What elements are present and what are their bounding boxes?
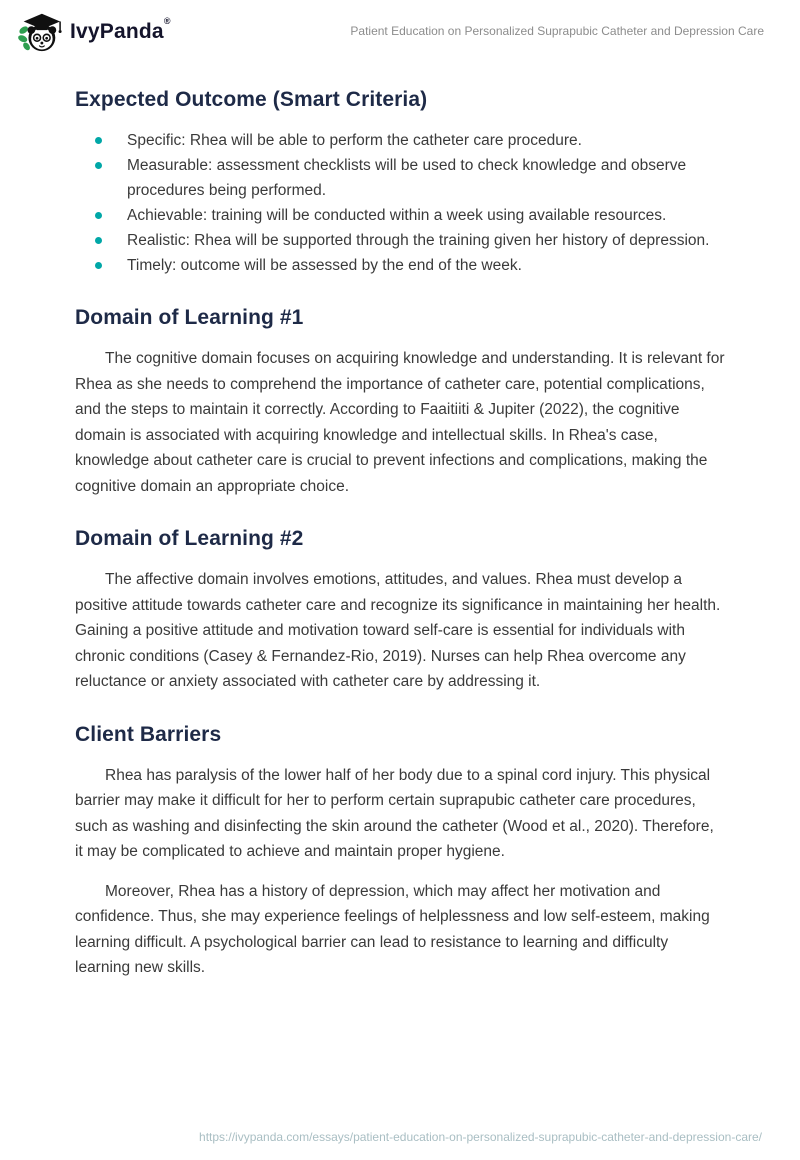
- section-heading-domain-2: Domain of Learning #2: [75, 527, 304, 550]
- brand-logo-link[interactable]: [16, 9, 171, 55]
- bullet-icon: [95, 212, 102, 219]
- bullet-icon: [95, 262, 102, 269]
- bullet-icon: [95, 237, 102, 244]
- list-item: [75, 203, 725, 228]
- document-body: [0, 62, 800, 981]
- ivypanda-logo-icon: [16, 9, 62, 55]
- section-heading-client-barriers: Client Barriers: [75, 722, 222, 746]
- registered-mark: ®: [163, 16, 171, 26]
- source-url-link[interactable]: https://ivypanda.com/essays/patient-education-on-personalized-suprapubic-catheter-and-depression-care/: [199, 1130, 762, 1144]
- section-heading-expected-outcome: Expected Outcome (Smart Criteria): [75, 88, 428, 111]
- list-item-text: Realistic: Rhea will be supported through the training given her history of depression.: [127, 232, 710, 249]
- bullet-icon: [95, 162, 102, 169]
- paragraph: Moreover, Rhea has a history of depression, which may affect her motivation and confidence. Thus, she may experience feelings of helplessness and low self-esteem, making learning difficult. A psychological barrier can lead to resistance to learning and difficulty learning new skills.: [75, 882, 710, 976]
- brand-name: IvyPanda®: [70, 16, 171, 43]
- footer: [0, 1128, 762, 1146]
- list-item: [75, 153, 725, 203]
- list-item-text: Achievable: training will be conducted within a week using available resources.: [127, 207, 667, 224]
- list-item: [75, 253, 725, 278]
- smart-criteria-list: [75, 128, 725, 278]
- list-item-text: Specific: Rhea will be able to perform the catheter care procedure.: [127, 132, 582, 149]
- bullet-icon: [95, 137, 102, 144]
- list-item-text: Timely: outcome will be assessed by the end of the week.: [127, 257, 522, 274]
- list-item: [75, 128, 725, 153]
- document-title: Patient Education on Personalized Suprapubic Catheter and Depression Care: [350, 24, 764, 39]
- list-item: [75, 228, 725, 253]
- header: [0, 0, 800, 62]
- paragraph: Rhea has paralysis of the lower half of her body due to a spinal cord injury. This physical barrier may make it difficult for her to perform certain suprapubic catheter care procedures, such as washing and disinfecting the skin around the catheter (Wood et al., 2020). Therefore, it may be complicated to achieve and maintain proper hygiene.: [75, 766, 714, 860]
- paragraph: The affective domain involves emotions, attitudes, and values. Rhea must develop a positive attitude towards catheter care and recognize its significance in maintaining her health. Gaining a positive attitude and motivation toward self-care is essential for individuals with chronic conditions (Casey & Fernandez-Rio, 2019). Nurses can help Rhea overcome any reluctance or anxiety associated with catheter care by addressing it.: [75, 571, 721, 690]
- list-item-text: Measurable: assessment checklists will be used to check knowledge and observe procedures being performed.: [127, 157, 687, 199]
- paragraph: The cognitive domain focuses on acquiring knowledge and understanding. It is relevant for Rhea as she needs to comprehend the importance of catheter care, potential complications, and the steps to maintain it correctly. According to Faaitiiti & Jupiter (2022), the cognitive domain is associated with acquiring knowledge and intellectual skills. In Rhea's case, knowledge about catheter care is crucial to prevent infections and complications, making the cognitive domain an appropriate choice.: [75, 350, 725, 495]
- section-heading-domain-1: Domain of Learning #1: [75, 306, 304, 329]
